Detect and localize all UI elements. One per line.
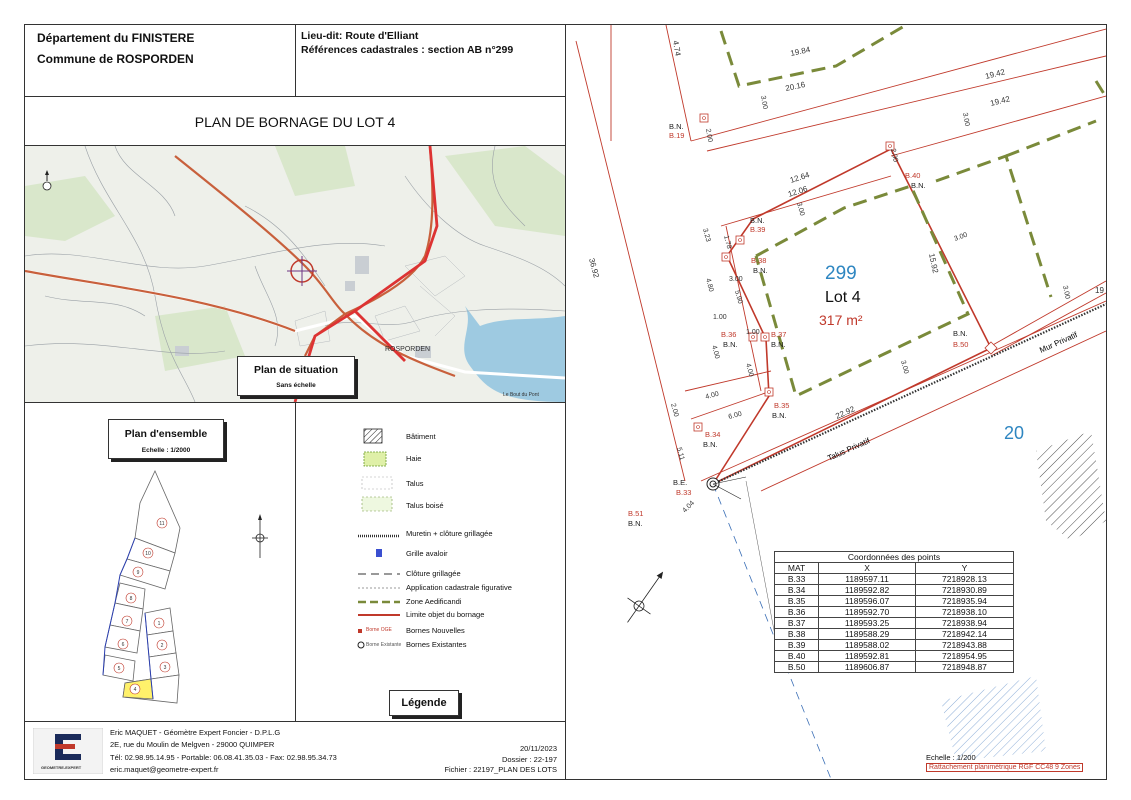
dim-6-00: 6.00 — [727, 410, 743, 421]
cell: 7218942.14 — [915, 629, 1013, 640]
footer-dossier: Dossier : 22-197 — [501, 755, 557, 764]
dim-4-80: 4.80 — [704, 277, 715, 293]
dim-12-06: 12.06 — [786, 184, 809, 199]
coords-col-x: X — [819, 563, 916, 574]
cell: 1189597.11 — [819, 574, 916, 585]
borne-40-bn: B.N. — [911, 181, 926, 190]
dim-19-42-a: 19.42 — [984, 67, 1006, 81]
dim-3-00-g: 3.00 — [899, 359, 910, 375]
lot-label-7: 7 — [125, 619, 129, 625]
lieu-label: Lieu-dit: Route d'Elliant — [301, 30, 419, 42]
cell: 7218928.13 — [915, 574, 1013, 585]
lot-area: 317 m² — [819, 312, 863, 328]
map-town-label: ROSPORDEN — [385, 346, 431, 353]
ensemble-scale: Echelle : 1/2000 — [141, 447, 191, 454]
cell: 7218948.87 — [915, 662, 1013, 673]
dim-3-00-e: 3.00 — [1061, 284, 1071, 300]
dim-2-00-b: 2.00 — [889, 147, 899, 163]
lot-label-6: 6 — [121, 642, 125, 648]
legend-title: Légende — [401, 697, 447, 709]
footer-phones: Tél: 02.98.95.14.95 - Portable: 06.08.41.35.03 - Fax: 02.98.95.34.73 — [110, 753, 337, 762]
cell: 7218943.88 — [915, 640, 1013, 651]
dim-15-92: 15.92 — [927, 252, 941, 275]
borne-37-id: B.37 — [771, 330, 787, 339]
dim-3-00-f: 3.00 — [729, 276, 743, 283]
cell: 1189592.70 — [819, 607, 916, 618]
map-place-label: Le Bout du Pont — [503, 392, 539, 398]
talus-label: Talus Privatif — [826, 436, 872, 463]
table-row — [775, 651, 1014, 662]
coords-title: Coordonnées des points — [775, 552, 1014, 563]
legend-panel — [295, 402, 566, 722]
cell: 1189606.87 — [819, 662, 916, 673]
dept-label: Département du FINISTERE — [37, 31, 195, 45]
footer-name: Eric MAQUET - Géomètre Expert Foncier - D.P.L.G — [110, 728, 281, 737]
title-box — [24, 96, 566, 146]
legend-item-limite: Limite objet du bornage — [406, 610, 485, 619]
legend-item-batiment: Bâtiment — [406, 432, 436, 441]
logo-text: GEOMETRE-EXPERT — [41, 765, 82, 770]
coords-table-wrap — [774, 551, 1014, 673]
refs-label: Références cadastrales : section AB n°299 — [301, 44, 514, 56]
table-row — [775, 618, 1014, 629]
legend-item-grille: Grille avaloir — [406, 549, 448, 558]
neighbor-parcel: 20 — [1004, 423, 1025, 443]
legend-item-haie: Haie — [406, 454, 422, 463]
coords-table — [774, 551, 1014, 673]
footer-address: 2E, rue du Moulin de Melgven - 29000 QUIMPER — [110, 740, 275, 749]
borne-33-be: B.E. — [673, 478, 688, 487]
borne-51-bn: B.N. — [628, 519, 643, 528]
table-row — [775, 585, 1014, 596]
dim-22-92: 22.92 — [834, 404, 857, 421]
legend-borne-existante: Borne Existante — [366, 642, 402, 648]
dim-2-00-c: 2.00 — [669, 402, 680, 418]
legend-item-muretin: Muretin + clôture grillagée — [406, 529, 493, 538]
cadastral-plan — [565, 24, 1107, 780]
plan-rattachement: Rattachement planimétrique RGF CC48 9 Zones — [926, 763, 1083, 772]
lot-label-8: 8 — [129, 596, 133, 602]
coords-col-y: Y — [915, 563, 1013, 574]
borne-19-id: B.19 — [669, 131, 685, 140]
situation-sub: Sans échelle — [276, 382, 316, 389]
lot-label-9: 9 — [136, 570, 140, 576]
cell: 1189593.25 — [819, 618, 916, 629]
situation-title-box — [237, 356, 355, 396]
dim-4-00-b: 4.00 — [744, 362, 755, 378]
borne-34-id: B.34 — [705, 430, 721, 439]
lot-label-5: 5 — [117, 666, 121, 672]
dim-3-23: 3.23 — [701, 227, 712, 243]
dim-19-84: 19.84 — [789, 44, 812, 58]
cell: B.34 — [775, 585, 819, 596]
ensemble-panel — [24, 402, 296, 722]
ensemble-svg — [25, 403, 295, 721]
table-row — [775, 629, 1014, 640]
cell: 1189592.81 — [819, 651, 916, 662]
borne-35-bn: B.N. — [772, 411, 787, 420]
borne-33-id: B.33 — [676, 488, 692, 497]
cell: B.35 — [775, 596, 819, 607]
borne-39-bn: B.N. — [750, 216, 765, 225]
lot-label-10: 10 — [145, 551, 151, 557]
dim-12-64: 12.64 — [788, 170, 811, 185]
dim-19-42-b: 19.42 — [989, 94, 1011, 108]
table-row — [775, 607, 1014, 618]
table-row — [775, 574, 1014, 585]
north-arrow-icon — [252, 514, 268, 558]
footer-email: eric.maquet@geometre-expert.fr — [110, 765, 219, 774]
commune-label: Commune de ROSPORDEN — [37, 52, 194, 66]
cell: B.36 — [775, 607, 819, 618]
legend-item-talus: Talus — [406, 479, 424, 488]
borne-50-id: B.50 — [953, 340, 969, 349]
ensemble-title: Plan d'ensemble — [124, 428, 208, 440]
table-row — [775, 662, 1014, 673]
dim-4-74: 4.74 — [671, 39, 683, 57]
borne-36-bn: B.N. — [723, 340, 738, 349]
cell: 1189588.02 — [819, 640, 916, 651]
lot-label-3: 3 — [163, 665, 167, 671]
dim-5-90: 5.90 — [733, 289, 744, 305]
lot-label-4: 4 — [133, 687, 137, 693]
cell: 7218938.10 — [915, 607, 1013, 618]
cell: B.39 — [775, 640, 819, 651]
borne-34-bn: B.N. — [703, 440, 718, 449]
dim-1-00-b: 1.00 — [746, 329, 760, 336]
cell: 1189596.07 — [819, 596, 916, 607]
header-left — [24, 24, 296, 97]
borne-38-id: B.38 — [751, 256, 767, 265]
footer-fichier: Fichier : 22197_PLAN DES LOTS — [444, 765, 557, 774]
legend-item-application: Application cadastrale figurative — [406, 583, 512, 592]
cell: B.50 — [775, 662, 819, 673]
table-row — [775, 640, 1014, 651]
borne-19-bn: B.N. — [669, 122, 684, 131]
dim-3-00-d: 3.00 — [953, 231, 969, 243]
cell: B.38 — [775, 629, 819, 640]
legend-borne-oge: Borne OGE — [366, 627, 392, 633]
dim-3-00-c: 3.00 — [795, 201, 806, 217]
dim-1-00-a: 1.00 — [713, 314, 727, 321]
dim-4-00-c: 4.00 — [704, 390, 720, 401]
legend-svg — [296, 403, 566, 721]
borne-existante-icon — [707, 477, 746, 499]
footer-date: 20/11/2023 — [520, 744, 557, 753]
cell: B.40 — [775, 651, 819, 662]
cell: B.33 — [775, 574, 819, 585]
dim-36-92: 36.92 — [587, 257, 601, 279]
legend-item-talus-boise: Talus boisé — [406, 501, 444, 510]
dim-20-16: 20.16 — [784, 79, 807, 93]
dim-4-00-a: 4.00 — [710, 344, 721, 360]
borne-37-bn: B.N. — [771, 340, 786, 349]
plan-north-arrow-icon — [616, 564, 674, 631]
borne-36-id: B.36 — [721, 330, 737, 339]
lot-label-11: 11 — [159, 521, 165, 527]
cell: 1189592.82 — [819, 585, 916, 596]
dim-3-00-a: 3.00 — [759, 95, 769, 110]
borne-35-id: B.35 — [774, 401, 790, 410]
cell: 7218930.89 — [915, 585, 1013, 596]
cell: 1189588.29 — [819, 629, 916, 640]
lot-label: Lot 4 — [825, 289, 861, 306]
borne-39-id: B.39 — [750, 225, 766, 234]
coords-col-mat: MAT — [775, 563, 819, 574]
mur-label: Mur Privatif — [1038, 330, 1079, 355]
dim-4-04: 4.04 — [681, 499, 697, 515]
situation-map — [24, 145, 566, 403]
borne-51-id: B.51 — [628, 509, 644, 518]
dim-2-00-a: 2.00 — [704, 128, 714, 143]
plan-echelle: Echelle : 1/200 — [926, 753, 976, 762]
parcel-number: 299 — [825, 263, 857, 284]
footer — [24, 721, 566, 780]
borne-38-bn: B.N. — [753, 266, 768, 275]
table-row — [775, 596, 1014, 607]
cell: 7218938.94 — [915, 618, 1013, 629]
legend-item-cloture: Clôture grillagée — [406, 569, 461, 578]
dim-1-78: 1.78 — [722, 234, 733, 250]
lot-label-1: 1 — [157, 621, 161, 627]
borne-50-bn: B.N. — [953, 329, 968, 338]
dim-5-11: 5.11 — [675, 446, 686, 462]
dim-3-00-b: 3.00 — [961, 112, 971, 127]
borne-40-id: B.40 — [905, 171, 921, 180]
cell: 7218954.95 — [915, 651, 1013, 662]
cell: B.37 — [775, 618, 819, 629]
dim-19: 19 — [1095, 286, 1104, 295]
cell: 7218935.94 — [915, 596, 1013, 607]
situation-title: Plan de situation — [253, 364, 338, 376]
legend-item-bornes-existantes: Bornes Existantes — [406, 640, 467, 649]
legend-title-box — [389, 690, 459, 716]
lot-label-2: 2 — [160, 643, 164, 649]
page-title: PLAN DE BORNAGE DU LOT 4 — [194, 114, 396, 130]
legend-item-zone: Zone Aedificandi — [406, 597, 462, 606]
legend-item-bornes-nouvelles: Bornes Nouvelles — [406, 626, 465, 635]
header-right — [295, 24, 566, 97]
